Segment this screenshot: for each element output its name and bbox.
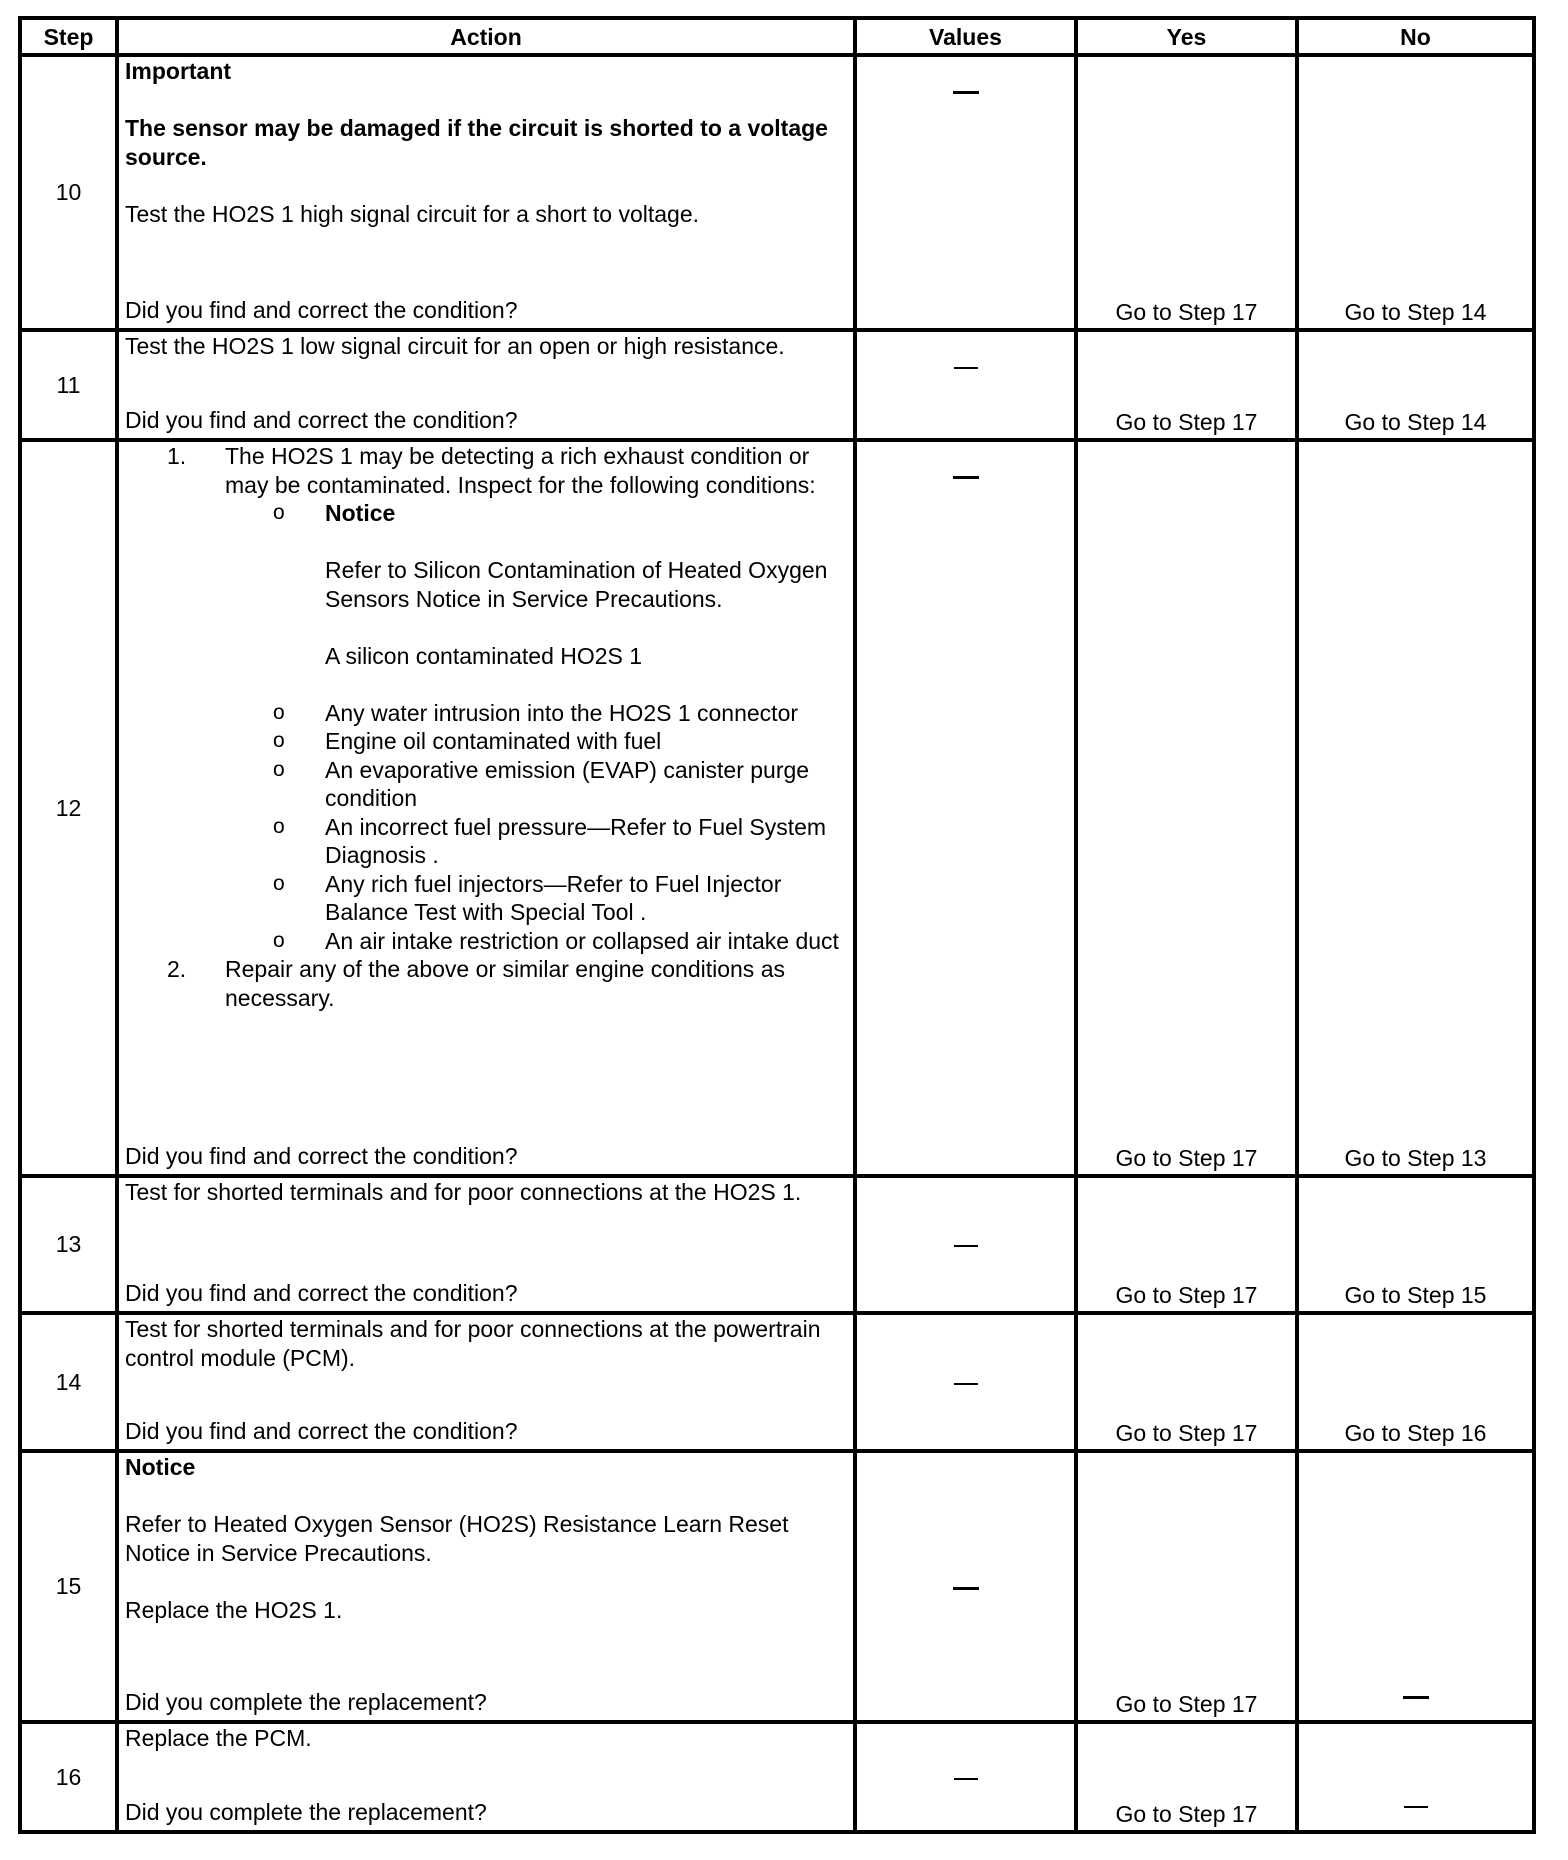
action-question: Did you find and correct the condition?	[125, 1417, 518, 1444]
bullet-marker: o	[273, 871, 285, 895]
em-dash	[954, 1383, 978, 1385]
no-goto: Go to Step 14	[1344, 408, 1487, 435]
yes-goto: Go to Step 17	[1115, 298, 1258, 325]
values-cell	[855, 1722, 1076, 1832]
item-text: The HO2S 1 may be detecting a rich exhaust condition or may be contaminated. Inspect for the following conditions:	[225, 443, 816, 498]
bullet-text: Any water intrusion into the HO2S 1 connector	[325, 699, 799, 726]
no-cell	[1297, 55, 1534, 330]
step-number: 10	[20, 55, 117, 330]
important-label: Important	[125, 58, 232, 84]
yes-cell	[1076, 55, 1297, 330]
bullet-text: Engine oil contaminated with fuel	[325, 728, 662, 754]
step-number: 12	[20, 440, 117, 1176]
bullet-marker: o	[273, 928, 285, 952]
no-cell	[1297, 1313, 1534, 1451]
table-row-step-13	[20, 1176, 1534, 1313]
bullet-marker: o	[273, 700, 285, 724]
yes-goto: Go to Step 17	[1115, 408, 1258, 435]
numbered-item-1	[125, 442, 847, 499]
step-number: 16	[20, 1722, 117, 1832]
condition-bullet-item	[125, 756, 847, 813]
action-text: Test for shorted terminals and for poor connections at the powertrain control module (PCM).	[125, 1316, 821, 1371]
item-number: 1.	[167, 443, 187, 469]
em-dash	[954, 1245, 978, 1247]
action-cell	[117, 1722, 855, 1832]
action-cell	[117, 1313, 855, 1451]
yes-goto: Go to Step 17	[1115, 1144, 1258, 1171]
em-dash	[954, 367, 978, 369]
notice-bullet	[125, 499, 847, 528]
header-row	[20, 18, 1534, 55]
step-number: 15	[20, 1451, 117, 1722]
notice-text: Refer to Heated Oxygen Sensor (HO2S) Resistance Learn Reset Notice in Service Precautions.	[125, 1511, 789, 1566]
important-warning: The sensor may be damaged if the circuit is shorted to a voltage source.	[125, 115, 828, 170]
values-cell	[855, 1451, 1076, 1722]
notice-text: Refer to Silicon Contamination of Heated Oxygen Sensors Notice in Service Precautions.	[325, 557, 828, 612]
header-no: No	[1297, 18, 1534, 55]
action-cell	[117, 330, 855, 440]
action-cell	[117, 55, 855, 330]
no-cell	[1297, 440, 1534, 1176]
em-dash	[954, 1778, 978, 1780]
header-yes: Yes	[1076, 18, 1297, 55]
table-row-step-10	[20, 55, 1534, 330]
bullet-text: An incorrect fuel pressure—Refer to Fuel System Diagnosis .	[325, 813, 827, 868]
action-text: Replace the HO2S 1.	[125, 1596, 343, 1623]
no-cell	[1297, 1451, 1534, 1722]
values-cell	[855, 330, 1076, 440]
no-em-dash	[1403, 1696, 1429, 1699]
no-cell	[1297, 330, 1534, 440]
condition-bullet-item	[125, 727, 847, 756]
action-text: Test the HO2S 1 high signal circuit for a short to voltage.	[125, 200, 700, 227]
table-row-step-12	[20, 440, 1534, 1176]
table-row-step-11	[20, 330, 1534, 440]
yes-cell	[1076, 1176, 1297, 1313]
diagnostic-table-page	[18, 16, 1532, 1834]
notice-label: Notice	[325, 500, 396, 526]
yes-cell	[1076, 1722, 1297, 1832]
action-text: Test for shorted terminals and for poor connections at the HO2S 1.	[125, 1179, 802, 1205]
item-number: 2.	[167, 956, 187, 982]
condition-bullet-item	[125, 813, 847, 870]
condition-bullet-item	[125, 927, 847, 956]
yes-goto: Go to Step 17	[1115, 1419, 1258, 1446]
yes-cell	[1076, 440, 1297, 1176]
values-cell	[855, 55, 1076, 330]
yes-cell	[1076, 1313, 1297, 1451]
header-action: Action	[117, 18, 855, 55]
values-cell	[855, 440, 1076, 1176]
condition-bullet-item	[125, 870, 847, 927]
table-row-step-16	[20, 1722, 1534, 1832]
action-text: Replace the PCM.	[125, 1725, 312, 1751]
action-question: Did you find and correct the condition?	[125, 1142, 518, 1169]
yes-cell	[1076, 1451, 1297, 1722]
yes-goto: Go to Step 17	[1115, 1281, 1258, 1308]
bullet-marker: o	[273, 501, 285, 524]
step-number: 11	[20, 330, 117, 440]
no-goto: Go to Step 14	[1344, 298, 1487, 325]
yes-goto: Go to Step 17	[1115, 1690, 1258, 1717]
action-text: Test the HO2S 1 low signal circuit for an open or high resistance.	[125, 333, 785, 359]
bullet-marker: o	[273, 729, 285, 752]
diagnostic-table	[18, 16, 1536, 1834]
action-cell	[117, 1451, 855, 1722]
table-row-step-15	[20, 1451, 1534, 1722]
table-row-step-14	[20, 1313, 1534, 1451]
bullet-marker: o	[273, 757, 285, 781]
bullet-text: An air intake restriction or collapsed air intake duct	[325, 927, 839, 954]
action-question: Did you complete the replacement?	[125, 1688, 487, 1715]
condition-bullet-item	[125, 699, 847, 728]
no-goto: Go to Step 13	[1344, 1144, 1487, 1171]
notice-item: A silicon contaminated HO2S 1	[325, 642, 643, 669]
no-goto: Go to Step 16	[1344, 1419, 1487, 1446]
values-cell	[855, 1176, 1076, 1313]
em-dash	[953, 476, 979, 479]
action-question: Did you find and correct the condition?	[125, 296, 518, 323]
no-cell	[1297, 1722, 1534, 1832]
action-cell	[117, 1176, 855, 1313]
yes-goto: Go to Step 17	[1115, 1800, 1258, 1827]
bullet-text: Any rich fuel injectors—Refer to Fuel Injector Balance Test with Special Tool .	[325, 870, 782, 925]
step-number: 13	[20, 1176, 117, 1313]
header-step: Step	[20, 18, 117, 55]
no-em-dash	[1404, 1806, 1428, 1808]
action-question: Did you find and correct the condition?	[125, 1279, 518, 1306]
notice-label: Notice	[125, 1454, 196, 1480]
no-cell	[1297, 1176, 1534, 1313]
action-question: Did you complete the replacement?	[125, 1798, 487, 1825]
header-values: Values	[855, 18, 1076, 55]
em-dash	[953, 1587, 979, 1590]
action-question: Did you find and correct the condition?	[125, 406, 518, 433]
bullet-marker: o	[273, 814, 285, 838]
step-number: 14	[20, 1313, 117, 1451]
condition-bullet-list	[125, 699, 847, 956]
bullet-text: An evaporative emission (EVAP) canister purge condition	[325, 756, 810, 811]
yes-cell	[1076, 330, 1297, 440]
item-text: Repair any of the above or similar engine conditions as necessary.	[225, 956, 785, 1011]
no-goto: Go to Step 15	[1344, 1281, 1487, 1308]
values-cell	[855, 1313, 1076, 1451]
em-dash	[953, 91, 979, 94]
numbered-item-2	[125, 955, 847, 1012]
action-cell	[117, 440, 855, 1176]
